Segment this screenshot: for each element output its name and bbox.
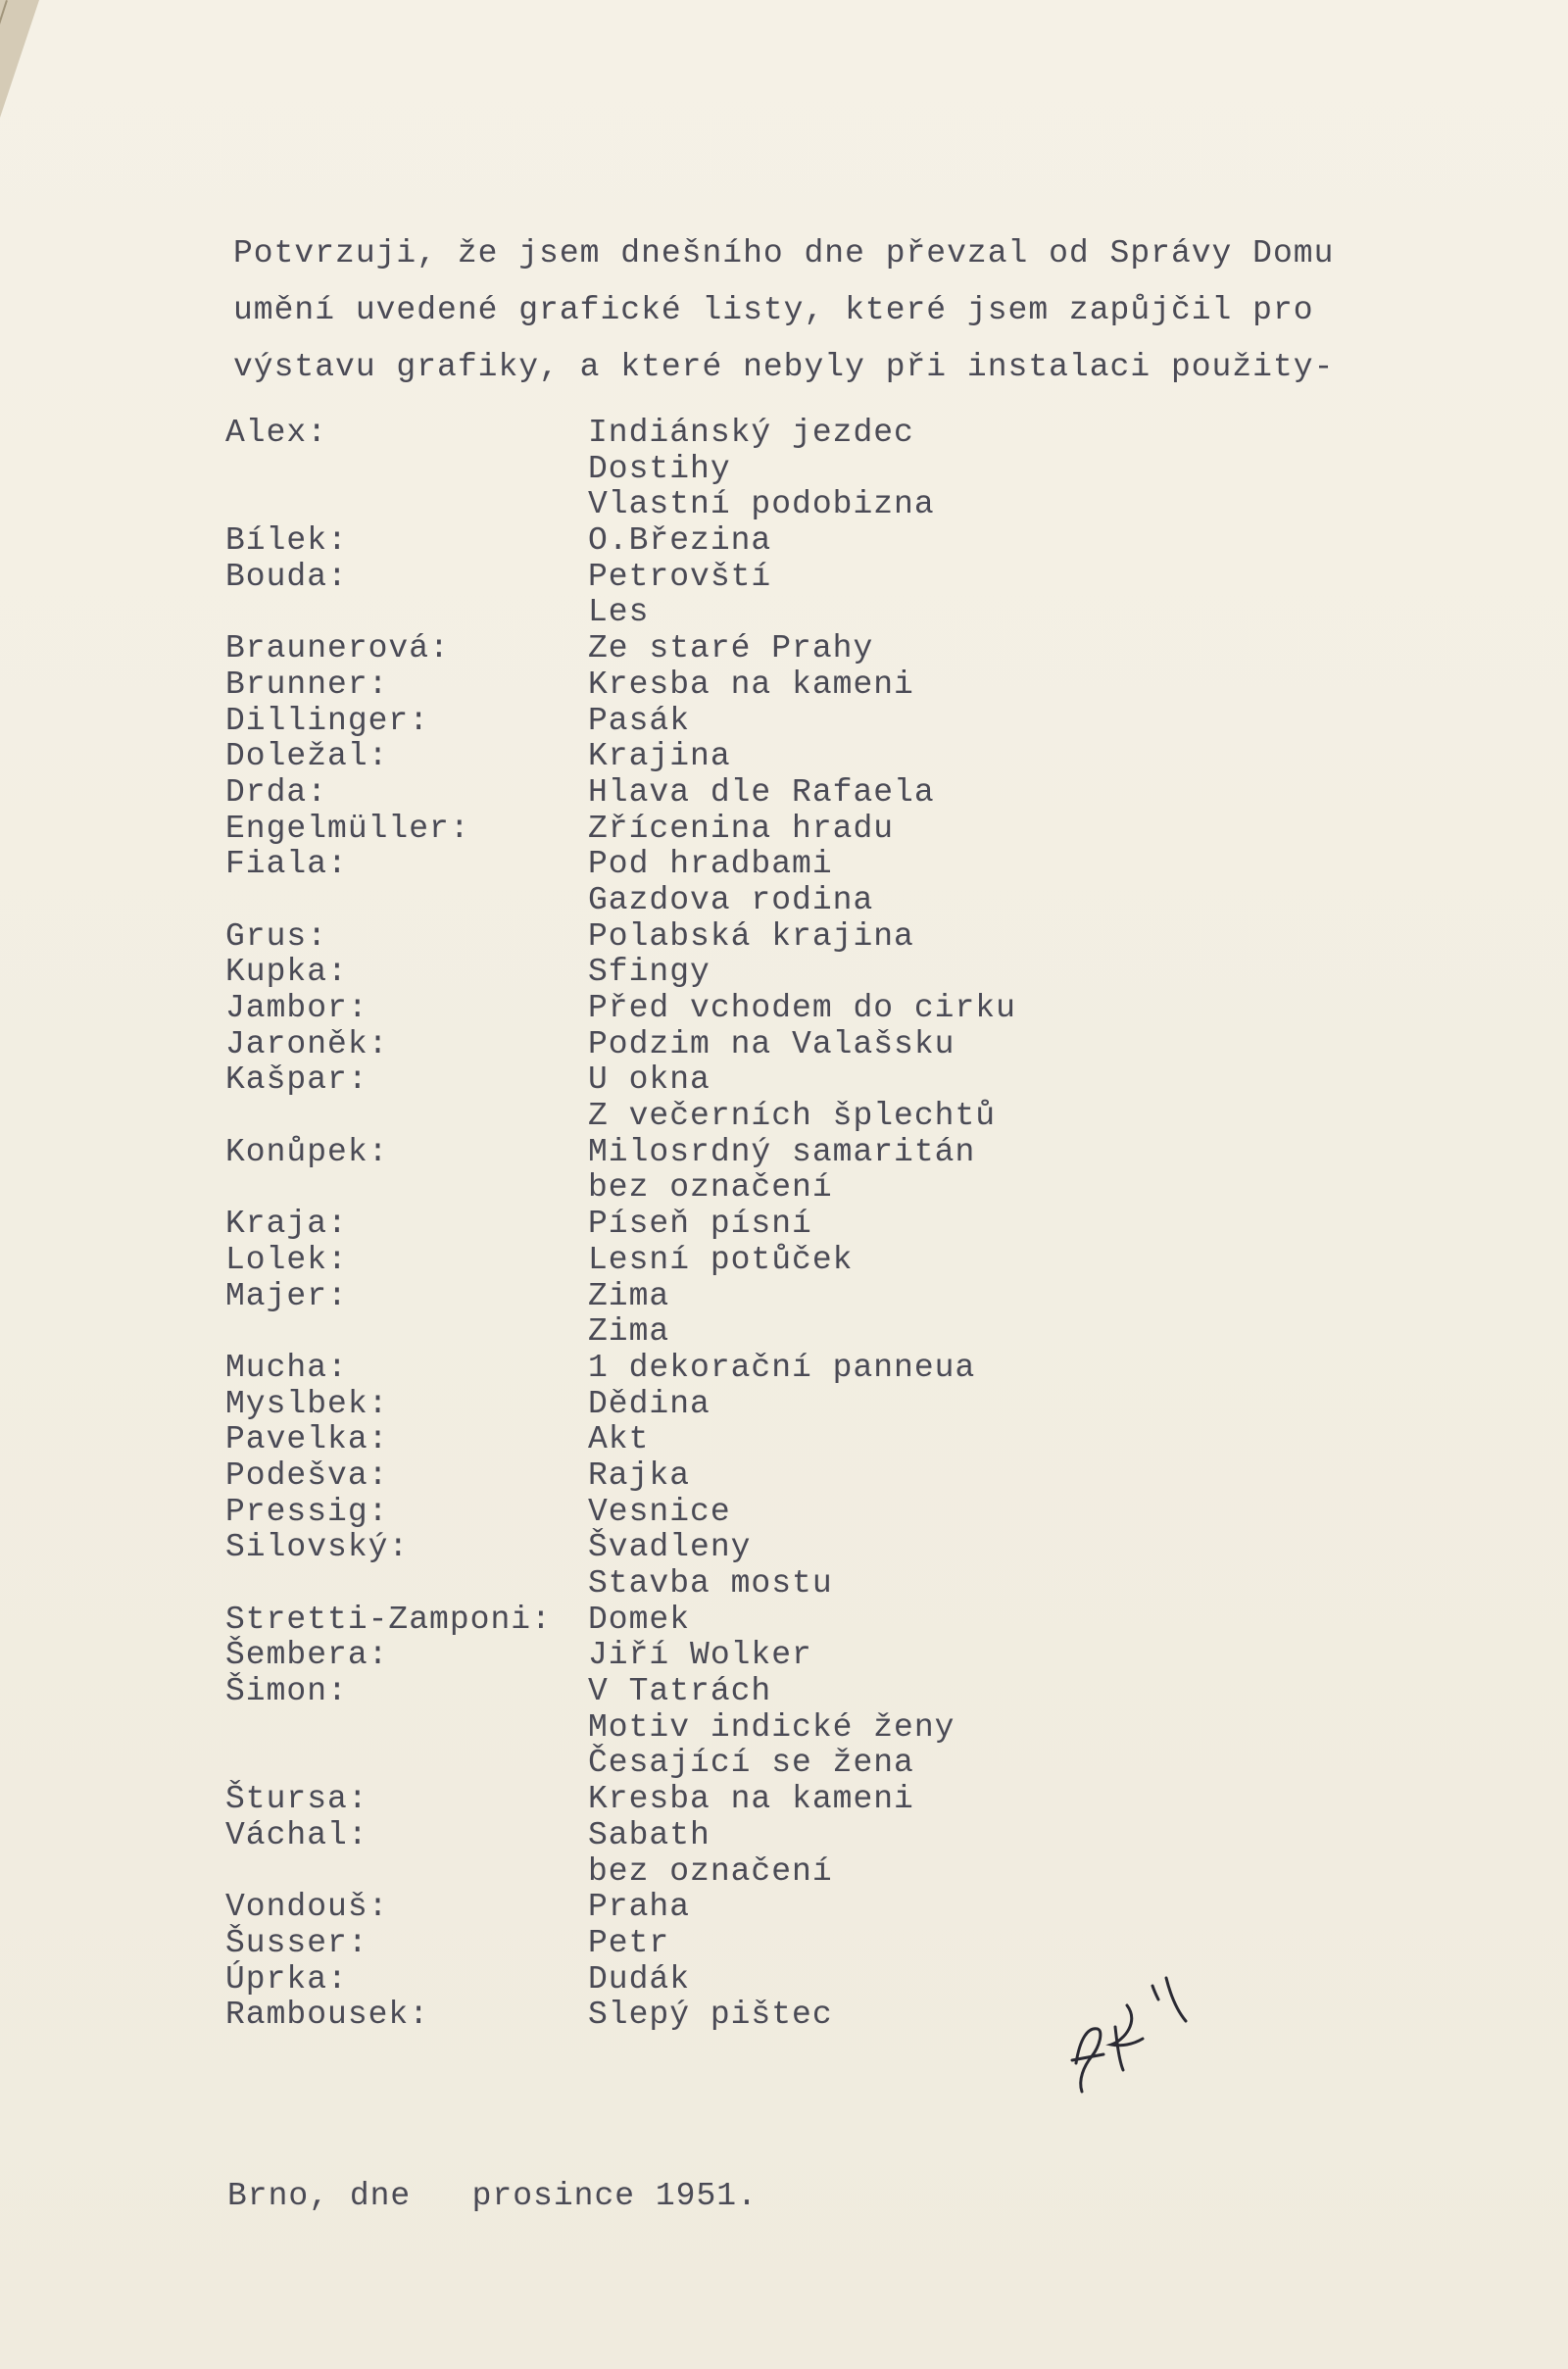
folded-corner <box>0 0 39 118</box>
artwork-title: bez označení <box>588 1169 833 1207</box>
artwork-title: Kresba na kameni <box>588 1781 914 1818</box>
artwork-title: Zima <box>588 1313 670 1351</box>
list-item <box>225 416 1016 452</box>
list-item <box>225 775 1016 812</box>
artist-name: Kašpar: <box>225 1061 368 1099</box>
artist-name <box>225 452 588 488</box>
artist-name: Silovský: <box>225 1529 410 1566</box>
list-item <box>225 1782 1016 1818</box>
artwork-title: Podzim na Valašsku <box>588 1025 956 1062</box>
list-item <box>225 1854 1016 1891</box>
list-item <box>225 667 1016 704</box>
artwork-title: Praha <box>588 1889 691 1926</box>
artist-name: Myslbek: <box>225 1385 389 1422</box>
artwork-title: Dudák <box>588 1960 691 1998</box>
intro-paragraph <box>233 225 1458 396</box>
list-item <box>225 1207 1016 1243</box>
list-item <box>225 1099 1016 1135</box>
list-item <box>225 1998 1016 2034</box>
artist-name <box>225 883 588 919</box>
artist-name <box>225 595 588 631</box>
artist-name: Kupka: <box>225 954 348 991</box>
list-item <box>225 1314 1016 1351</box>
artist-name: Mucha: <box>225 1349 348 1386</box>
artwork-title: Pod hradbami <box>588 846 833 883</box>
artist-name: Šembera: <box>225 1637 389 1674</box>
artwork-title: Zřícenina hradu <box>588 810 895 847</box>
list-item <box>225 1746 1016 1782</box>
list-item <box>225 1243 1016 1279</box>
artwork-title: Motiv indické ženy <box>588 1708 956 1746</box>
list-item <box>225 452 1016 488</box>
list-item <box>225 1279 1016 1315</box>
list-item <box>225 487 1016 523</box>
artist-name: Doležal: <box>225 738 389 775</box>
list-item <box>225 739 1016 775</box>
artist-name: Bílek: <box>225 522 348 560</box>
artist-name: Štursa: <box>225 1781 368 1818</box>
list-item <box>225 1170 1016 1207</box>
artist-name <box>225 1314 588 1351</box>
list-item <box>225 1135 1016 1171</box>
artwork-title: Lesní potůček <box>588 1241 854 1278</box>
artist-name <box>225 1710 588 1747</box>
list-item <box>225 1530 1016 1566</box>
handwritten-signature <box>1058 1970 1205 2117</box>
artwork-title: 1 dekorační panneua <box>588 1349 976 1386</box>
list-item <box>225 1495 1016 1531</box>
artist-name <box>225 1854 588 1891</box>
list-item <box>225 704 1016 740</box>
artist-name: Majer: <box>225 1277 348 1314</box>
list-item <box>225 812 1016 848</box>
artist-name: Pavelka: <box>225 1421 389 1458</box>
list-item <box>225 1674 1016 1710</box>
artist-name: Dillinger: <box>225 702 430 739</box>
artist-name <box>225 487 588 523</box>
artist-name <box>225 1746 588 1782</box>
artwork-title: Před vchodem do cirku <box>588 990 1016 1026</box>
artist-name: Stretti-Zamponi: <box>225 1601 552 1638</box>
artist-name: Rambousek: <box>225 1997 430 2034</box>
artist-name: Vondouš: <box>225 1889 389 1926</box>
artist-name: Šusser: <box>225 1924 368 1961</box>
artwork-title: Ze staré Prahy <box>588 630 874 667</box>
list-item <box>225 1818 1016 1854</box>
artwork-title: Vlastní podobizna <box>588 486 935 523</box>
artwork-title: Pasák <box>588 702 691 739</box>
artwork-title: Indiánský jezdec <box>588 415 914 451</box>
artist-name: Konůpek: <box>225 1133 389 1170</box>
artist-name: Podešva: <box>225 1456 389 1494</box>
artist-name: Kraja: <box>225 1206 348 1243</box>
artwork-title: Domek <box>588 1601 691 1638</box>
artist-name: Drda: <box>225 773 328 811</box>
artist-name: Engelmüller: <box>225 810 470 847</box>
intro-line-2: umění uvedené grafické listy, které jsem zapůjčil pro <box>233 292 1314 328</box>
artwork-title: Slepý pištec <box>588 1997 833 2034</box>
artwork-title: Dědina <box>588 1385 710 1422</box>
artwork-title: Krajina <box>588 738 731 775</box>
artist-name: Grus: <box>225 917 328 955</box>
artwork-title: Vesnice <box>588 1493 731 1530</box>
artwork-title: Rajka <box>588 1456 691 1494</box>
artwork-title: Stavba mostu <box>588 1565 833 1602</box>
artist-name <box>225 1566 588 1603</box>
artist-name: Fiala: <box>225 846 348 883</box>
artwork-title: U okna <box>588 1061 710 1099</box>
artwork-title: Les <box>588 594 650 631</box>
artwork-title: Sfingy <box>588 954 710 991</box>
list-item <box>225 1603 1016 1639</box>
artwork-title: Švadleny <box>588 1529 752 1566</box>
list-item <box>225 1710 1016 1747</box>
artist-name: Brunner: <box>225 666 389 703</box>
artist-name: Šimon: <box>225 1673 348 1710</box>
intro-line-3: výstavu grafiky, a které nebyly při instalaci použity- <box>233 349 1335 385</box>
artist-name: Lolek: <box>225 1241 348 1278</box>
list-item <box>225 1458 1016 1495</box>
artist-name: Jaroněk: <box>225 1025 389 1062</box>
artist-name: Úprka: <box>225 1960 348 1998</box>
list-item <box>225 523 1016 560</box>
list-item <box>225 991 1016 1027</box>
artwork-title: Milosrdný samaritán <box>588 1133 976 1170</box>
artist-name: Váchal: <box>225 1816 368 1853</box>
list-item <box>225 1962 1016 1999</box>
artwork-title: Sabath <box>588 1816 710 1853</box>
list-item <box>225 847 1016 883</box>
artwork-title: Jiří Wolker <box>588 1637 812 1674</box>
artwork-title: Petr <box>588 1924 670 1961</box>
artist-name: Jambor: <box>225 990 368 1026</box>
list-item <box>225 1566 1016 1603</box>
artwork-title: O.Březina <box>588 522 772 560</box>
artwork-title: Hlava dle Rafaela <box>588 773 935 811</box>
artist-name: Braunerová: <box>225 630 450 667</box>
list-item <box>225 1351 1016 1387</box>
list-item <box>225 883 1016 919</box>
list-item <box>225 955 1016 991</box>
date-line: Brno, dne prosince 1951. <box>227 2178 758 2214</box>
artwork-title: Česající se žena <box>588 1745 914 1782</box>
list-item <box>225 1926 1016 1962</box>
list-item <box>225 1638 1016 1674</box>
list-item <box>225 919 1016 956</box>
artwork-title: Dostihy <box>588 450 731 487</box>
list-item <box>225 1422 1016 1458</box>
list-item <box>225 631 1016 667</box>
artwork-title: V Tatrách <box>588 1673 772 1710</box>
list-item <box>225 1062 1016 1099</box>
artist-name: Alex: <box>225 415 328 451</box>
artist-name: Bouda: <box>225 558 348 595</box>
list-item <box>225 595 1016 631</box>
artwork-title: bez označení <box>588 1852 833 1890</box>
list-item <box>225 560 1016 596</box>
artwork-title: Akt <box>588 1421 650 1458</box>
artwork-title: Petrovští <box>588 558 772 595</box>
artist-name: Pressig: <box>225 1493 389 1530</box>
list-item <box>225 1387 1016 1423</box>
artwork-title: Z večerních šplechtů <box>588 1098 997 1135</box>
artwork-title: Polabská krajina <box>588 917 914 955</box>
artist-name <box>225 1170 588 1207</box>
intro-line-1: Potvrzuji, že jsem dnešního dne převzal od Správy Domu <box>233 235 1335 271</box>
artwork-title: Kresba na kameni <box>588 666 914 703</box>
artist-name <box>225 1099 588 1135</box>
artwork-title: Píseň písní <box>588 1206 812 1243</box>
list-item <box>225 1027 1016 1063</box>
artwork-title: Gazdova rodina <box>588 881 874 918</box>
artwork-title: Zima <box>588 1277 670 1314</box>
list-item <box>225 1890 1016 1926</box>
artwork-list <box>225 416 1016 2034</box>
